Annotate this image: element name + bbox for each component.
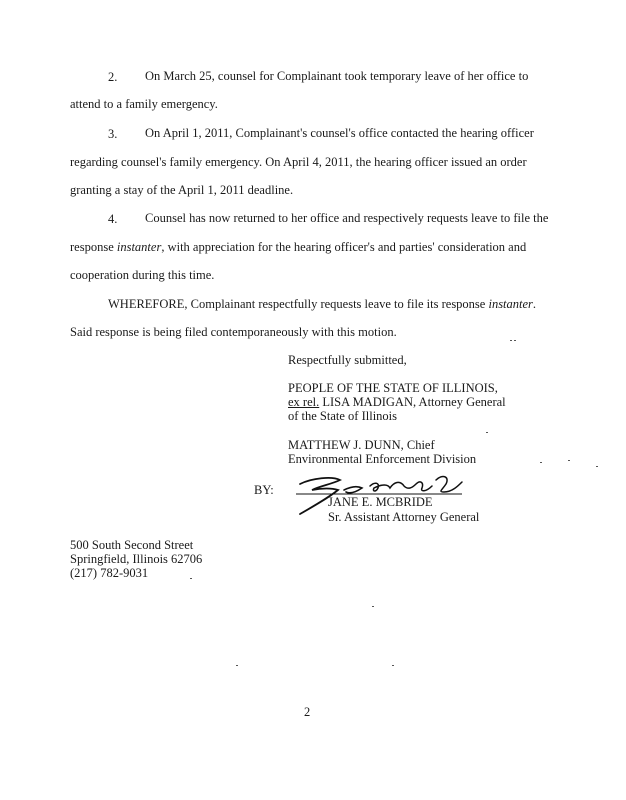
address-line-1: 500 South Second Street	[70, 538, 194, 552]
by-label: BY:	[254, 483, 274, 497]
paragraph-number: 3.	[108, 127, 118, 141]
text-segment: , with appreciation for the hearing officer's and parties' consideration and	[161, 240, 527, 254]
paragraph-number: 4.	[108, 212, 118, 226]
paragraph-3-line-1: On April 1, 2011, Complainant's counsel's office contacted the hearing officer	[145, 126, 534, 140]
text-segment: response	[70, 240, 117, 254]
paragraph-4-line-2	[70, 241, 526, 254]
scan-speck	[514, 340, 516, 341]
address-line-3: (217) 782-9031	[70, 566, 149, 580]
people-line-1: PEOPLE OF THE STATE OF ILLINOIS,	[288, 381, 498, 395]
address-block	[70, 538, 202, 580]
italic-term: instanter	[116, 240, 162, 254]
address-line-2: Springfield, Illinois 62706	[70, 552, 203, 566]
scan-speck	[392, 665, 394, 666]
people-line-2	[288, 395, 506, 409]
people-line-3: of the State of Illinois	[288, 409, 398, 423]
text-segment: WHEREFORE, Complainant respectfully requests leave to file its response	[108, 297, 489, 311]
paragraph-3-line-3: granting a stay of the April 1, 2011 deadline.	[70, 183, 294, 197]
closing: Respectfully submitted,	[288, 353, 407, 367]
signer-title: Sr. Assistant Attorney General	[328, 510, 480, 524]
dunn-block	[288, 438, 476, 466]
text-segment: LISA MADIGAN, Attorney General	[319, 395, 506, 409]
wherefore-line-1	[108, 298, 536, 311]
people-block	[288, 381, 506, 423]
text-segment: .	[532, 297, 537, 311]
paragraph-3-line-2: regarding counsel's family emergency. On April 4, 2011, the hearing officer issued an order	[70, 155, 527, 169]
scan-speck	[510, 340, 512, 341]
paragraph-2-line-1: On March 25, counsel for Complainant took temporary leave of her office to	[145, 69, 529, 83]
scan-speck	[568, 460, 570, 461]
wherefore-line-2: Said response is being filed contemporaneously with this motion.	[70, 325, 397, 339]
dunn-line-2: Environmental Enforcement Division	[288, 452, 477, 466]
scan-speck	[236, 665, 238, 666]
page-number: 2	[304, 705, 311, 719]
paragraph-4-line-1: Counsel has now returned to her office and respectively requests leave to file the	[145, 211, 549, 225]
scan-speck	[540, 462, 542, 463]
signer-name: JANE E. MCBRIDE	[328, 495, 433, 509]
scan-speck	[372, 606, 374, 607]
paragraph-4-line-3: cooperation during this time.	[70, 268, 215, 282]
scan-speck	[486, 432, 488, 433]
ex-rel: ex rel.	[288, 395, 320, 409]
italic-term: instanter	[488, 297, 533, 311]
dunn-line-1: MATTHEW J. DUNN, Chief	[288, 438, 435, 452]
paragraph-number: 2.	[108, 70, 118, 84]
scan-speck	[596, 466, 598, 467]
scan-speck	[190, 578, 192, 579]
paragraph-2-line-2: attend to a family emergency.	[70, 97, 218, 111]
